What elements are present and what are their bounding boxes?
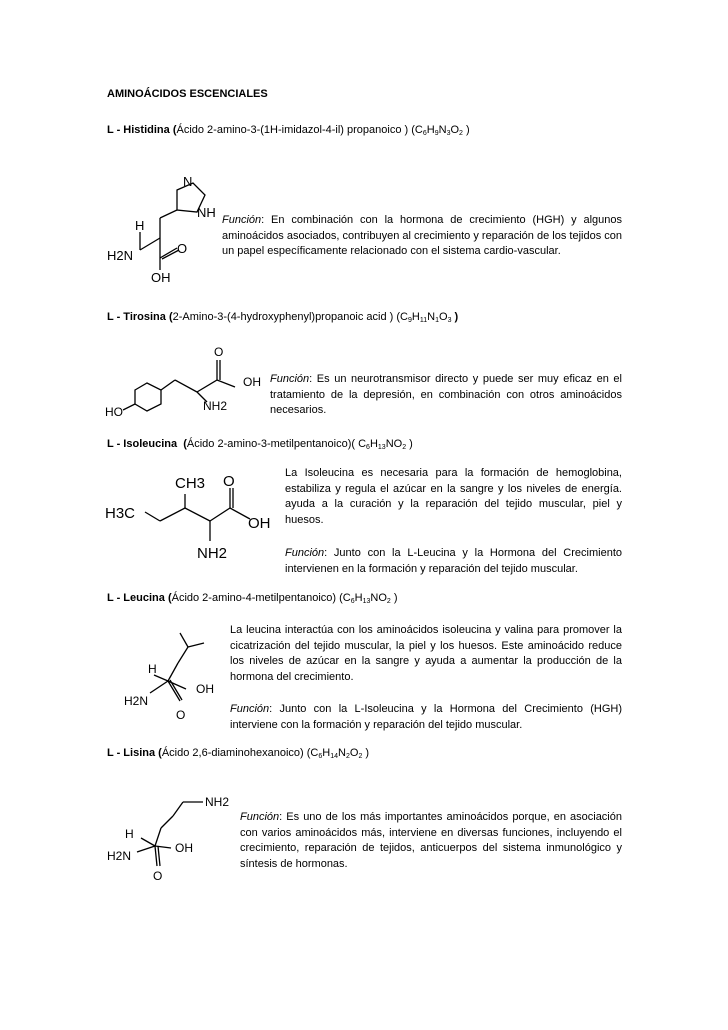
atom-label: H3C [105,505,136,522]
amino-name: L - Leucina [107,592,165,604]
atom-label: NH2 [197,545,228,562]
section-title-lisina: L - Lisina (Ácido 2,6-diaminohexanoico) ($C_6H_{14}N_2O_2$ ) [107,747,370,760]
funcion-tirosina: Función: Es un neurotransmisor directo y puede ser muy eficaz en el tratamiento de la depresión, en combinación con otros aminoácidos necesarios. [270,373,622,416]
funcion-isoleucina: Función: Junto con la L-Leucina y la Hormona del Crecimiento intervienen en la formación y reparación del tejido muscular. [285,547,622,575]
atom-label: O [176,708,186,722]
section-title-tirosina: L - Tirosina (2-Amino-3-(4-hydroxyphenyl)propanoic acid ) ($C_9H_{11}N_1O_3$ ) [107,311,459,324]
section-title-isoleucina: L - Isoleucina (Ácido 2-amino-3-metilpentanoico)( $C_6H_{13}NO_2$ ) [107,438,413,451]
atom-label: O [177,241,188,256]
tirosina-structure [105,340,275,420]
atom-label: OH [151,270,171,285]
funcion-leucina: Función: Junto con la L-Isoleucina y la Hormona del Crecimiento (HGH) interviene con la formación y reparación del tejido muscular. [230,703,622,731]
atom-label: H2N [107,849,132,863]
isoleucina-structure [105,466,280,566]
description-leucina: La leucina interactúa con los aminoácidos isoleucina y valina para promover la cicatrización del tejido muscular, la piel y los huesos. Este aminoácido reduce los niveles de azúcar en la sangre y ayuda a aumentar la producción de la hormona del crecimiento. [230,624,622,683]
iupac-name: Ácido 2-amino-4-metilpentanoico) (C [171,592,351,604]
section-title-histidina: L - Histidina (Ácido 2-amino-3-(1H-imidazol-4-il) propanoico ) ($C_6H_9N_3O_2$ ) [107,124,470,137]
atom-label: OH [243,375,261,389]
atom-label: O [153,869,163,883]
amino-name: L - Histidina [107,124,170,136]
histidina-structure [105,160,225,290]
atom-label: O [223,473,235,490]
iupac-name: Ácido 2,6-diaminohexanoico) (C [161,747,319,759]
atom-label: O [214,345,224,359]
atom-label: CH3 [175,475,206,492]
section-title-leucina: L - Leucina (Ácido 2-amino-4-metilpentanoico) ($C_6H_{13}NO_2$ ) [107,592,398,605]
funcion-lisina: Función: Es uno de los más importantes aminoácidos porque, en asociación con varios aminoácidos más, interviene en diversas funciones, incluyendo el crecimiento, reparación de tejidos, anticuerpos del sistema inmunológico y síntesis de hormonas. [240,811,622,870]
atom-label: NH2 [205,795,230,809]
amino-name: L - Lisina [107,747,156,759]
atom-label: H [125,827,134,841]
iupac-name: Ácido 2-amino-3-metilpentanoico)( C [186,438,367,450]
funcion-histidina: Función: En combinación con la hormona de crecimiento (HGH) y algunos aminoácidos asociados, contribuyen al crecimiento y reparación de los tejidos con un papel específicamente relacionado con el sistema cardio-vascular. [222,214,622,257]
amino-name: L - Tirosina [107,311,166,323]
atom-label: OH [196,682,214,696]
iupac-name: Ácido 2-amino-3-(1H-imidazol-4-il) propanoico ) (C [176,124,423,136]
atom-label: N [183,174,193,189]
atom-label: NH2 [203,399,228,413]
atom-label: H2N [107,248,134,263]
lisina-structure [105,790,240,885]
atom-label: HO [105,405,123,419]
leucina-structure [120,625,230,725]
atom-label: OH [175,841,193,855]
amino-name: L - Isoleucina [107,438,178,450]
atom-label: OH [248,515,271,532]
atom-label: H2N [124,694,149,708]
page-heading: AMINOÁCIDOS ESCENCIALES [107,88,268,100]
description-isoleucina: La Isoleucina es necesaria para la formación de hemoglobina, estabiliza y regula el azúcar en la sangre y los niveles de energía. ayuda a la curación y la reparación del tejido muscular, piel y huesos. [285,467,622,526]
atom-label: NH [197,205,216,220]
iupac-name: 2-Amino-3-(4-hydroxyphenyl)propanoic acid ) (C [172,311,408,323]
atom-label: H [135,218,145,233]
atom-label: H [148,662,157,676]
